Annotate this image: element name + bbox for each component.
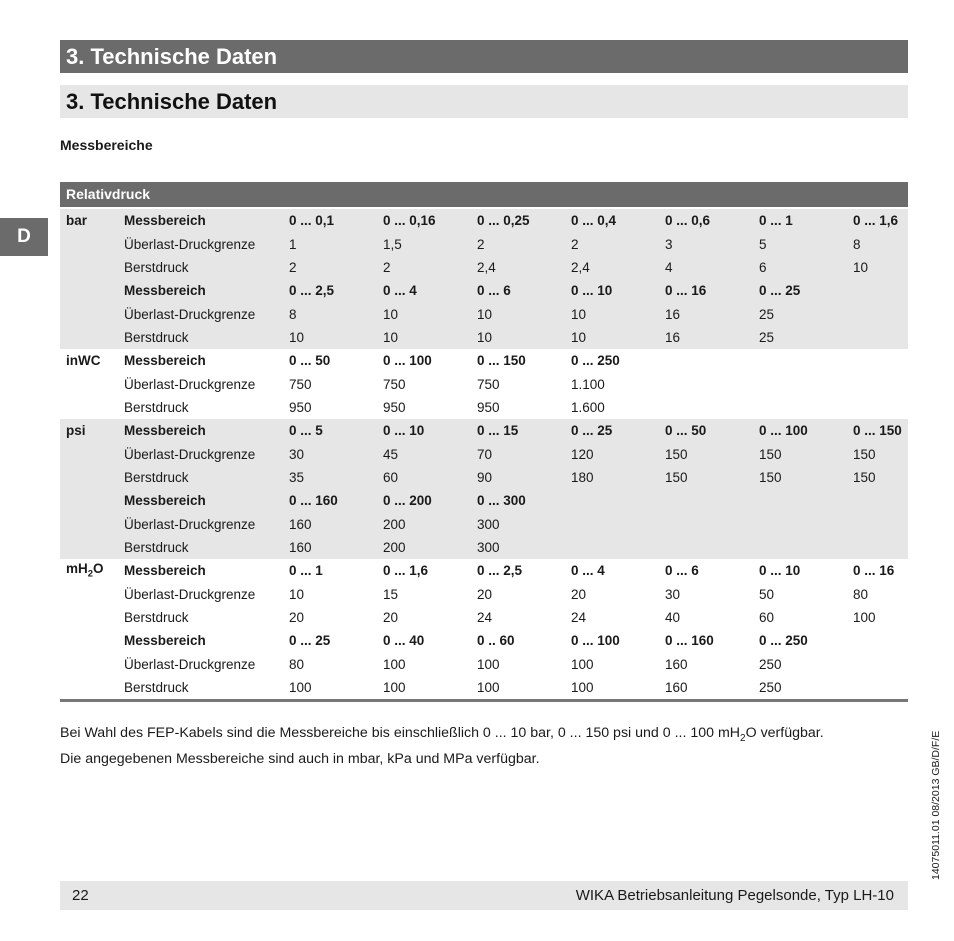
value-cell <box>847 676 908 699</box>
value-cell <box>847 396 908 419</box>
row-label: Messbereich <box>118 209 283 232</box>
value-cell: 0 ... 25 <box>289 633 331 649</box>
unit-cell <box>60 629 118 652</box>
value-cell: 1.100 <box>571 376 605 392</box>
value-cell: 0 ... 4 <box>571 563 605 579</box>
row-label: Messbereich <box>118 279 283 302</box>
value-cell: 2 <box>377 256 471 279</box>
table-title: Relativdruck <box>60 182 908 209</box>
value-cell <box>659 512 753 535</box>
value-cell: 0 ... 2,5 <box>283 279 377 302</box>
value-cell: 0 ... 25 <box>565 419 659 442</box>
value-cell: 0 ... 15 <box>471 419 565 442</box>
table-bottom-rule <box>60 699 908 702</box>
value-cell <box>753 349 847 372</box>
value-cell: 5 <box>753 232 847 255</box>
value-cell: 100 <box>477 656 500 672</box>
value-cell: 100 <box>571 680 594 696</box>
value-cell <box>565 512 659 535</box>
value-cell: 15 <box>383 586 399 602</box>
page-number: 22 <box>72 887 89 904</box>
value-cell: 2,4 <box>471 256 565 279</box>
value-cell: 0 ... 100 <box>753 419 847 442</box>
value-cell: 20 <box>383 610 399 626</box>
value-cell: 250 <box>759 680 782 696</box>
value-cell <box>753 512 847 535</box>
value-cell: 10 <box>565 302 659 325</box>
value-cell: 0 ... 250 <box>571 353 620 369</box>
table-row <box>60 326 908 349</box>
value-cell: 70 <box>471 442 565 465</box>
value-cell: 80 <box>853 586 869 602</box>
value-cell: 2 <box>471 232 565 255</box>
value-cell: 950 <box>289 399 312 415</box>
language-tab: D <box>0 218 48 256</box>
value-cell: 0 ... 1,6 <box>383 563 429 579</box>
unit-cell: psi <box>60 419 118 442</box>
value-cell: 750 <box>383 376 406 392</box>
value-cell: 0 ... 1 <box>289 563 323 579</box>
value-cell: 120 <box>565 442 659 465</box>
value-cell: 10 <box>471 326 565 349</box>
value-cell: 0 ... 300 <box>471 489 565 512</box>
value-cell <box>659 396 753 419</box>
value-cell: 0 ... 2,5 <box>477 563 523 579</box>
value-cell <box>565 536 659 559</box>
value-cell: 8 <box>847 232 908 255</box>
value-cell: 0 ... 1,6 <box>847 209 908 232</box>
value-cell: 0 ... 160 <box>665 633 714 649</box>
value-cell: 24 <box>477 610 493 626</box>
unit-cell: $mH_2O$ <box>66 561 104 581</box>
value-cell: 0 ... 150 <box>847 419 908 442</box>
table-row <box>60 232 908 255</box>
value-cell: 150 <box>847 466 908 489</box>
value-cell: 4 <box>659 256 753 279</box>
value-cell: 0 ... 4 <box>377 279 471 302</box>
value-cell: 2,4 <box>565 256 659 279</box>
row-label: Berstdruck <box>124 610 189 626</box>
table-row <box>60 606 908 629</box>
table-row <box>60 653 908 676</box>
value-cell: 24 <box>571 610 587 626</box>
table-row <box>60 209 908 232</box>
table-row <box>60 559 908 582</box>
value-cell: 10 <box>565 326 659 349</box>
value-cell: 0 .. 60 <box>477 633 515 649</box>
value-cell: 1,5 <box>377 232 471 255</box>
value-cell: 100 <box>383 656 406 672</box>
row-label: Messbereich <box>118 419 283 442</box>
section-title-bar: 3. Technische Daten <box>60 40 908 73</box>
value-cell: 60 <box>759 610 775 626</box>
value-cell: 20 <box>289 610 305 626</box>
table-row <box>60 349 908 372</box>
unit-cell <box>60 279 118 302</box>
value-cell: 80 <box>289 656 305 672</box>
value-cell: 300 <box>471 536 565 559</box>
unit-cell <box>60 653 118 676</box>
table-row <box>60 466 908 489</box>
value-cell: 750 <box>477 376 500 392</box>
value-cell: 25 <box>753 326 847 349</box>
value-cell: 30 <box>665 586 681 602</box>
table-row <box>60 302 908 325</box>
value-cell: 0 ... 25 <box>753 279 847 302</box>
value-cell: 60 <box>377 466 471 489</box>
value-cell <box>753 489 847 512</box>
value-cell: 10 <box>289 586 305 602</box>
unit-cell <box>60 536 118 559</box>
row-label: Berstdruck <box>118 536 283 559</box>
row-label: Überlast-Druckgrenze <box>118 302 283 325</box>
value-cell <box>753 536 847 559</box>
row-label: Messbereich <box>124 563 206 579</box>
section-title: 3. Technische Daten <box>60 85 908 118</box>
value-cell: 3 <box>659 232 753 255</box>
value-cell: 150 <box>659 466 753 489</box>
value-cell: 0 ... 1 <box>753 209 847 232</box>
table-row <box>60 489 908 512</box>
unit-cell <box>60 326 118 349</box>
value-cell: 0 ... 50 <box>659 419 753 442</box>
value-cell <box>847 349 908 372</box>
value-cell: 10 <box>847 256 908 279</box>
value-cell: 10 <box>283 326 377 349</box>
unit-cell <box>60 302 118 325</box>
row-label: Berstdruck <box>118 256 283 279</box>
value-cell: 50 <box>759 586 775 602</box>
unit-cell <box>60 232 118 255</box>
unit-cell <box>60 583 118 606</box>
row-label: Messbereich <box>124 633 206 649</box>
table-row <box>60 536 908 559</box>
value-cell: 0 ... 10 <box>759 563 801 579</box>
unit-cell <box>60 466 118 489</box>
value-cell: 0 ... 150 <box>477 353 526 369</box>
unit-cell <box>60 396 118 419</box>
unit-cell <box>60 256 118 279</box>
value-cell <box>565 489 659 512</box>
value-cell: 0 ... 200 <box>377 489 471 512</box>
table-row <box>60 279 908 302</box>
value-cell: 0 ... 5 <box>283 419 377 442</box>
row-label: Berstdruck <box>118 466 283 489</box>
unit-cell <box>60 489 118 512</box>
row-label: Überlast-Druckgrenze <box>124 376 256 392</box>
value-cell: 0 ... 16 <box>659 279 753 302</box>
value-cell: 950 <box>477 399 500 415</box>
unit-cell: bar <box>60 209 118 232</box>
value-cell: 0 ... 16 <box>853 563 895 579</box>
value-cell <box>847 629 908 652</box>
value-cell: 160 <box>283 536 377 559</box>
value-cell: 300 <box>471 512 565 535</box>
table-body <box>60 209 908 699</box>
value-cell: 2 <box>565 232 659 255</box>
row-label: Überlast-Druckgrenze <box>118 512 283 535</box>
value-cell: 90 <box>471 466 565 489</box>
value-cell: 250 <box>759 656 782 672</box>
value-cell: 1 <box>283 232 377 255</box>
value-cell: 150 <box>753 442 847 465</box>
value-cell: 150 <box>659 442 753 465</box>
value-cell <box>847 512 908 535</box>
value-cell: 0 ... 6 <box>471 279 565 302</box>
value-cell: 8 <box>283 302 377 325</box>
value-cell: 16 <box>659 302 753 325</box>
value-cell: 0 ... 100 <box>383 353 432 369</box>
value-cell <box>847 536 908 559</box>
value-cell: 10 <box>377 326 471 349</box>
value-cell <box>753 396 847 419</box>
document-title: WIKA Betriebsanleitung Pegelsonde, Typ LH-10 <box>575 887 894 904</box>
value-cell: 20 <box>477 586 493 602</box>
row-label: Überlast-Druckgrenze <box>118 232 283 255</box>
value-cell: 150 <box>753 466 847 489</box>
table-row <box>60 372 908 395</box>
page-footer <box>60 881 908 910</box>
value-cell <box>847 489 908 512</box>
row-label: Berstdruck <box>124 680 189 696</box>
value-cell: 0 ... 250 <box>759 633 808 649</box>
value-cell: 0 ... 0,16 <box>377 209 471 232</box>
value-cell <box>659 349 753 372</box>
unit-cell <box>60 512 118 535</box>
value-cell: 180 <box>565 466 659 489</box>
subheading: Messbereiche <box>60 137 153 153</box>
unit-cell <box>60 442 118 465</box>
value-cell <box>659 536 753 559</box>
value-cell <box>847 372 908 395</box>
table-row <box>60 256 908 279</box>
table-row <box>60 396 908 419</box>
value-cell: 750 <box>289 376 312 392</box>
value-cell <box>659 489 753 512</box>
table-row <box>60 676 908 699</box>
table-row <box>60 629 908 652</box>
value-cell <box>659 372 753 395</box>
value-cell: 0 ... 0,4 <box>565 209 659 232</box>
value-cell: 150 <box>847 442 908 465</box>
value-cell: 0 ... 100 <box>571 633 620 649</box>
row-label: Messbereich <box>118 489 283 512</box>
value-cell: 0 ... 10 <box>565 279 659 302</box>
value-cell: 0 ... 50 <box>289 353 331 369</box>
value-cell: 160 <box>283 512 377 535</box>
measuring-range-table <box>60 182 908 702</box>
row-label: Messbereich <box>124 353 206 369</box>
value-cell: 6 <box>753 256 847 279</box>
table-row <box>60 419 908 442</box>
row-label: Berstdruck <box>118 326 283 349</box>
value-cell: 0 ... 160 <box>283 489 377 512</box>
value-cell: 160 <box>665 680 688 696</box>
value-cell: 2 <box>283 256 377 279</box>
value-cell: 10 <box>377 302 471 325</box>
value-cell: 20 <box>571 586 587 602</box>
unit-cell <box>60 372 118 395</box>
row-label: Überlast-Druckgrenze <box>124 586 256 602</box>
footnote-line-2: Die angegebenen Messbereiche sind auch in mbar, kPa und MPa verfügbar. <box>60 750 540 767</box>
unit-cell <box>60 676 118 699</box>
value-cell: 0 ... 0,1 <box>283 209 377 232</box>
value-cell: 160 <box>665 656 688 672</box>
value-cell: 100 <box>289 680 312 696</box>
table-row <box>60 512 908 535</box>
value-cell: 1.600 <box>571 399 605 415</box>
document-code: 14075011.01 08/2013 GB/D/F/E <box>930 730 942 880</box>
value-cell <box>847 279 908 302</box>
value-cell: 200 <box>377 512 471 535</box>
value-cell: 16 <box>659 326 753 349</box>
unit-cell: inWC <box>66 353 101 369</box>
value-cell: 0 ... 6 <box>665 563 699 579</box>
table-row <box>60 442 908 465</box>
row-label: Überlast-Druckgrenze <box>118 442 283 465</box>
value-cell: 0 ... 10 <box>377 419 471 442</box>
unit-cell <box>60 606 118 629</box>
value-cell: 100 <box>477 680 500 696</box>
value-cell <box>847 653 908 676</box>
table-row <box>60 583 908 606</box>
value-cell: 950 <box>383 399 406 415</box>
value-cell: 25 <box>753 302 847 325</box>
row-label: Berstdruck <box>124 399 189 415</box>
value-cell: 200 <box>377 536 471 559</box>
value-cell: 100 <box>571 656 594 672</box>
value-cell: 40 <box>665 610 681 626</box>
value-cell <box>847 326 908 349</box>
value-cell: 35 <box>283 466 377 489</box>
value-cell: 0 ... 0,25 <box>471 209 565 232</box>
value-cell: 10 <box>471 302 565 325</box>
footnote-line-1: Bei Wahl des FEP-Kabels sind die Messbereiche bis einschließlich 0 ... 10 bar, 0 ... 150 psi und 0 ... 100 $mH_2O$ verfügbar. <box>60 725 824 744</box>
value-cell: 100 <box>383 680 406 696</box>
footnote <box>60 723 920 770</box>
value-cell: 0 ... 40 <box>383 633 425 649</box>
value-cell: 30 <box>283 442 377 465</box>
value-cell: 100 <box>853 610 876 626</box>
value-cell: 0 ... 0,6 <box>659 209 753 232</box>
row-label: Überlast-Druckgrenze <box>124 656 256 672</box>
value-cell <box>753 372 847 395</box>
value-cell: 45 <box>377 442 471 465</box>
value-cell <box>847 302 908 325</box>
